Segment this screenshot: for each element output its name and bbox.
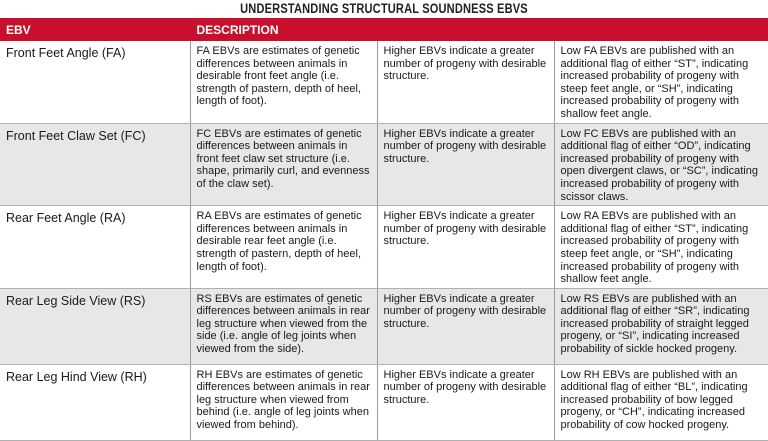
- ebv-name-cell: Front Feet Angle (FA): [0, 41, 190, 123]
- table-row: [0, 288, 768, 364]
- low-ebv-flag-cell: Low FA EBVs are published with an additional flag of either “ST”, indicating increased probability of progeny with steep feet angle, or “SH”, indicating increased probability of progeny with shallow feet angle.: [554, 41, 768, 123]
- ebv-name-cell: Rear Feet Angle (RA): [0, 206, 190, 289]
- description-cell: FC EBVs are estimates of genetic differences between animals in front feet claw set structure (i.e. shape, primarily curl, and evenness of the claw set).: [190, 123, 377, 206]
- description-cell: FA EBVs are estimates of genetic differences between animals in desirable front feet angle (i.e. strength of pastern, depth of heel, length of foot).: [190, 41, 377, 123]
- ebv-name-cell: Rear Leg Hind View (RH): [0, 364, 190, 440]
- description-cell: RA EBVs are estimates of genetic differences between animals in desirable rear feet angle (i.e. strength of pastern, depth of heel, length of foot).: [190, 206, 377, 289]
- column-header-ebv: EBV: [0, 18, 190, 41]
- table-header-row: [0, 18, 768, 41]
- higher-ebv-cell: Higher EBVs indicate a greater number of progeny with desirable structure.: [377, 206, 554, 289]
- low-ebv-flag-cell: Low RS EBVs are published with an additional flag of either “SR”, indicating increased probability of straight legged progeny, or “SI”, indicating increased probability of sickle hocked progeny.: [554, 288, 768, 364]
- table-row: [0, 123, 768, 206]
- description-cell: RS EBVs are estimates of genetic differences between animals in rear leg structure when viewed from the side (i.e. angle of leg joints when viewed from the side).: [190, 288, 377, 364]
- higher-ebv-cell: Higher EBVs indicate a greater number of progeny with desirable structure.: [377, 123, 554, 206]
- table-row: [0, 364, 768, 440]
- higher-ebv-cell: Higher EBVs indicate a greater number of progeny with desirable structure.: [377, 364, 554, 440]
- higher-ebv-cell: Higher EBVs indicate a greater number of progeny with desirable structure.: [377, 288, 554, 364]
- column-header-description: DESCRIPTION: [190, 18, 768, 41]
- description-cell: RH EBVs are estimates of genetic differences between animals in rear leg structure when viewed from behind (i.e. angle of leg joints when viewed from behind).: [190, 364, 377, 440]
- low-ebv-flag-cell: Low RH EBVs are published with an additional flag of either “BL”, indicating increased probability of bow legged progeny, or “CH”, indicating increased probability of cow hocked progeny.: [554, 364, 768, 440]
- table-row: [0, 41, 768, 123]
- ebv-table: [0, 18, 768, 441]
- page-title: UNDERSTANDING STRUCTURAL SOUNDNESS EBVS: [240, 1, 528, 16]
- higher-ebv-cell: Higher EBVs indicate a greater number of progeny with desirable structure.: [377, 41, 554, 123]
- low-ebv-flag-cell: Low FC EBVs are published with an additional flag of either “OD”, indicating increased probability of progeny with open divergent claws, or “SC”, indicating increased probability of progeny with scissor claws.: [554, 123, 768, 206]
- ebv-name-cell: Front Feet Claw Set (FC): [0, 123, 190, 206]
- low-ebv-flag-cell: Low RA EBVs are published with an additional flag of either “ST”, indicating increased probability of progeny with steep feet angle, or “SH”, indicating increased probability of progeny with shallow feet angle.: [554, 206, 768, 289]
- ebv-name-cell: Rear Leg Side View (RS): [0, 288, 190, 364]
- table-row: [0, 206, 768, 289]
